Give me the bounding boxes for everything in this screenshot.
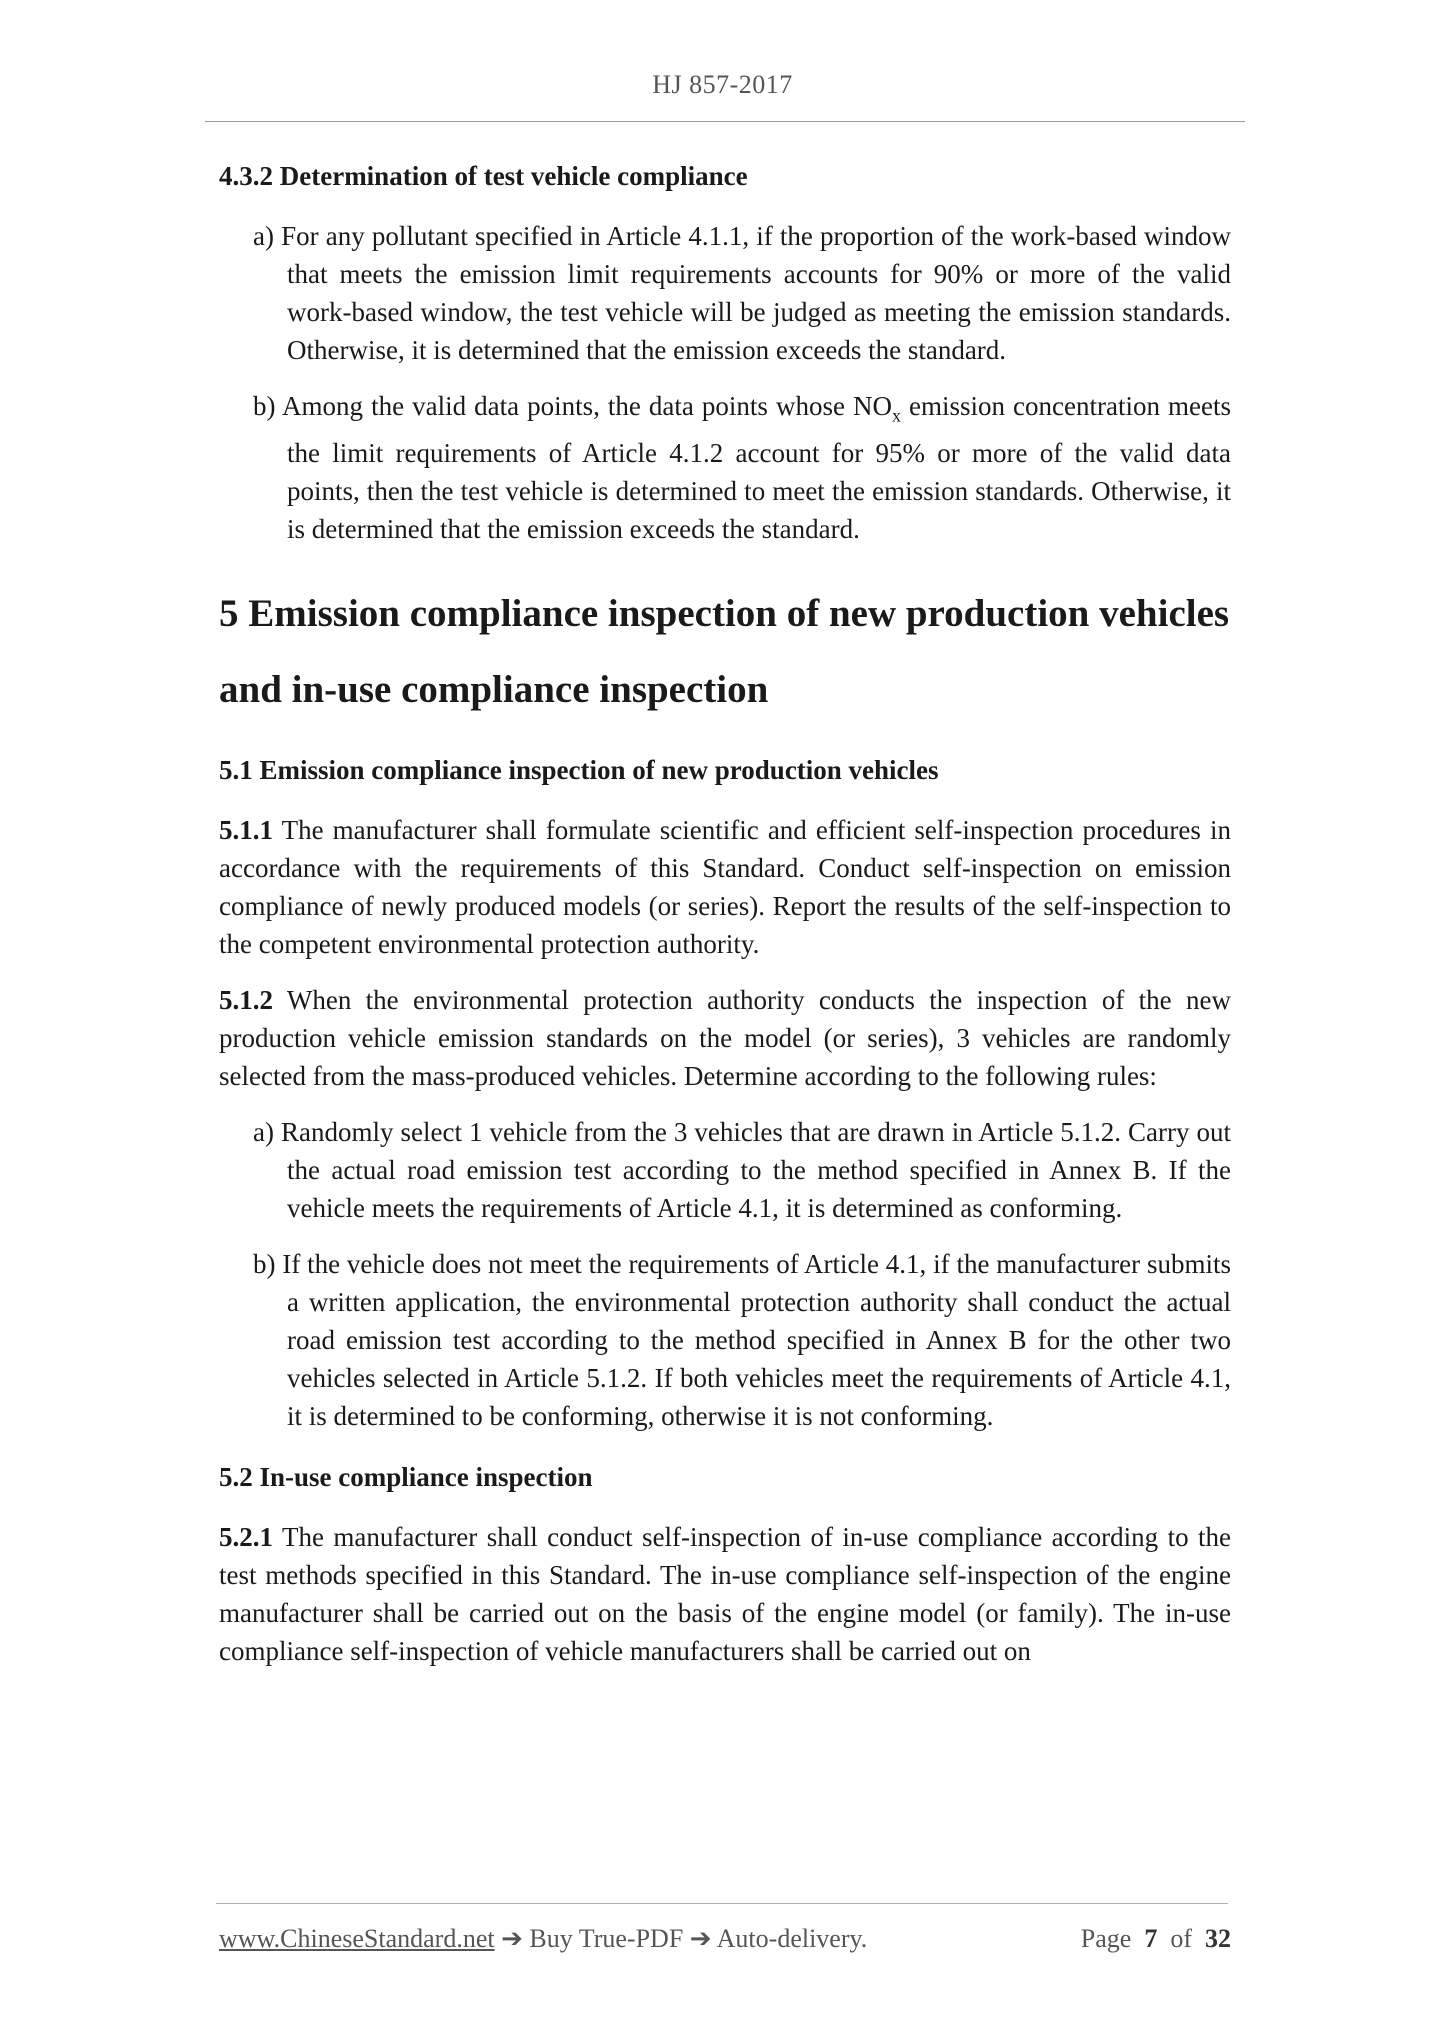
page-total: 32 [1205,1924,1231,1953]
heading-5-1: 5.1 Emission compliance inspection of new production vehicles [219,755,939,786]
document-code-header: HJ 857-2017 [652,70,793,99]
heading-4-3-2: 4.3.2 Determination of test vehicle compliance [219,161,748,191]
subscript-x: x [891,405,901,426]
heading-section-5: 5 Emission compliance inspection of new production vehicles and in-use compliance inspection [219,592,1230,712]
list-item-4-3-2-a [219,217,1231,369]
site-link[interactable]: www.ChineseStandard.net [219,1924,495,1953]
clause-5-2-1 [219,1518,1231,1670]
list-item-4-3-2-b [219,387,1231,548]
page-counter [1081,1924,1231,1954]
document-body [219,152,1231,1688]
clause-5-1-2 [219,981,1231,1095]
footer-divider [216,1903,1228,1904]
clause-text: When the environmental protection authority conducts the inspection of the new production vehicle emission standards on the model (or series), 3 vehicles are randomly selected from the mass-produced vehicles. Determine according to the following rules: [219,985,1231,1092]
arrow-right-icon: ➔ [494,1924,530,1953]
list-item-label: a) [253,221,274,251]
page-footer [219,1924,1231,1954]
arrow-right-icon: ➔ [683,1924,717,1953]
list-item-text: If the vehicle does not meet the requirements of Article 4.1, if the manufacturer submits a written application, the environmental protection authority shall conduct the actual road emission test according to the method specified in Annex B for the other two vehicles selected in Article 5.1.2. If both vehicles meet the requirements of Article 4.1, it is determined to be conforming, otherwise it is not conforming. [282,1249,1231,1432]
list-item-text-pre: Among the valid data points, the data points whose NO [282,391,892,421]
header-divider [205,121,1245,122]
auto-delivery-text: Auto-delivery. [716,1924,868,1953]
clause-5-1-1 [219,811,1231,963]
list-item-label: a) [253,1117,274,1148]
list-item-text-post: emission concentration meets the limit requirements of Article 4.1.2 account for 95% or more of the valid data points, then the test vehicle is determined to meet the emission standards. Otherwise, it is determined that the emission exceeds the standard. [287,391,1231,545]
page-current: 7 [1144,1924,1158,1953]
list-item-label: b) [253,1249,276,1280]
list-item-text: Randomly select 1 vehicle from the 3 vehicles that are drawn in Article 5.1.2. Carry out the actual road emission test according to the method specified in Annex B. If the vehicle meets the requirements of Article 4.1, it is determined as conforming. [281,1117,1232,1224]
buy-pdf-text: Buy True-PDF [529,1924,684,1953]
clause-number: 5.1.1 [219,815,273,846]
heading-5-2: 5.2 In-use compliance inspection [219,1462,593,1493]
clause-number: 5.1.2 [219,985,273,1016]
list-item-label: b) [253,391,276,421]
page-word: Page [1080,1924,1132,1953]
clause-text: The manufacturer shall formulate scientific and efficient self-inspection procedures in accordance with the requirements of this Standard. Conduct self-inspection on emission compliance of newly produced models (or series). Report the results of the self-inspection to the competent environmental protection authority. [219,815,1231,960]
list-item-5-1-2-b [219,1245,1231,1435]
list-item-5-1-2-a [219,1113,1231,1227]
of-word: of [1170,1924,1192,1953]
list-item-text: For any pollutant specified in Article 4.1.1, if the proportion of the work-based window that meets the emission limit requirements accounts for 90% or more of the valid work-based window, the test vehicle will be judged as meeting the emission standards. Otherwise, it is determined that the emission exceeds the standard. [281,221,1231,365]
clause-text: The manufacturer shall conduct self-inspection of in-use compliance according to the test methods specified in this Standard. The in-use compliance self-inspection of the engine manufacturer shall be carried out on the basis of the engine model (or family). The in-use compliance self-inspection of vehicle manufacturers shall be carried out on [219,1522,1231,1667]
clause-number: 5.2.1 [219,1522,273,1553]
